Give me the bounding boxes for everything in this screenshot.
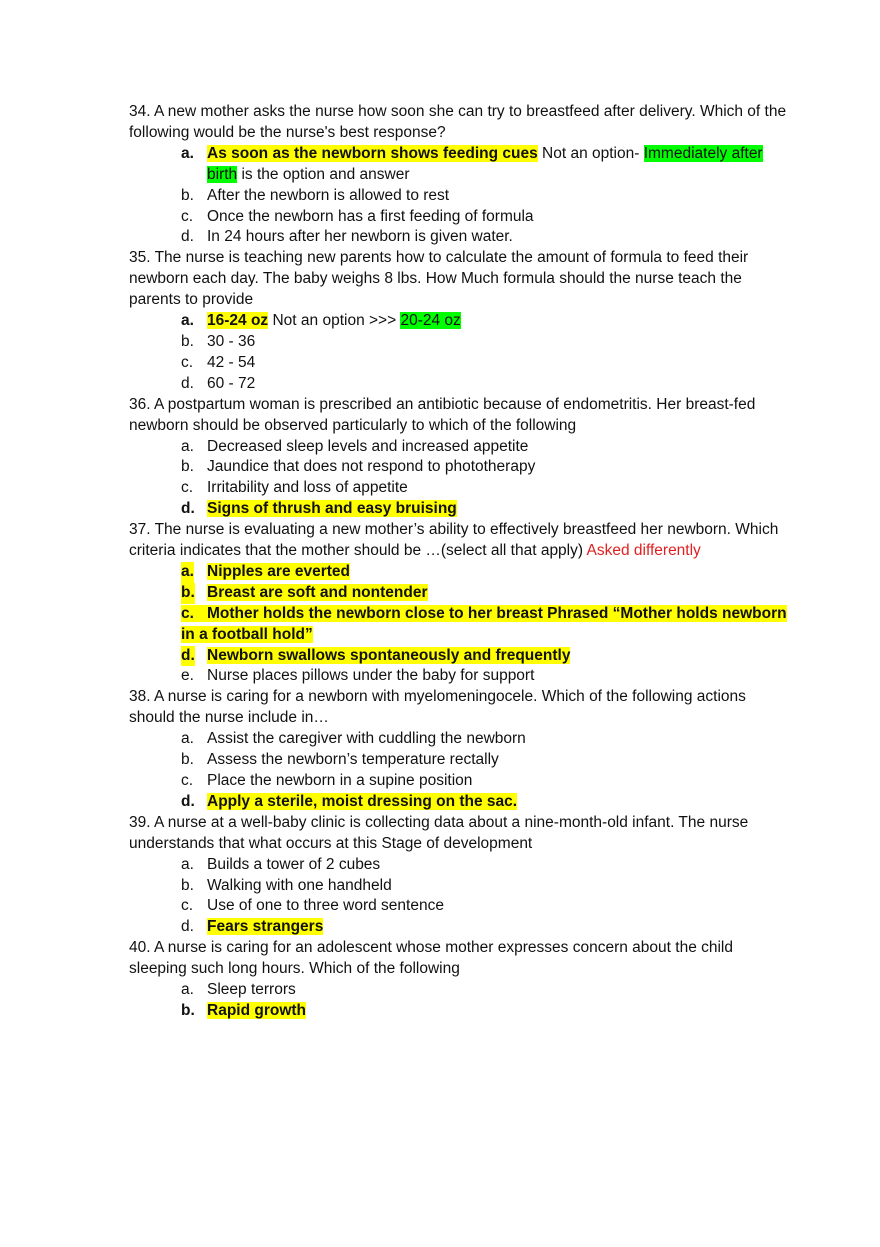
q38-answer-d: Apply a sterile, moist dressing on the sac. <box>207 792 518 810</box>
q37-option-e <box>129 666 789 687</box>
q35-letter-b: b. <box>181 332 194 350</box>
q37-letter-e: e. <box>181 667 194 685</box>
q39-text-a: Builds a tower of 2 cubes <box>207 855 381 873</box>
q35-letter-a: a. <box>181 312 194 330</box>
q34-answer-a: As soon as the newborn shows feeding cues <box>207 144 538 162</box>
q35-option-a <box>129 311 789 332</box>
q37-answer-a: Nipples are everted <box>207 562 351 580</box>
q37-red-note: Asked differently <box>586 542 701 560</box>
q36-option-b <box>129 457 789 478</box>
q38-letter-a: a. <box>181 730 194 748</box>
q36-text-a: Decreased sleep levels and increased appetite <box>207 437 529 455</box>
question-36: 36. A postpartum woman is prescribed an antibiotic because of endometritis. Her breast-fed newborn should be observed particularly to which of the following <box>129 395 756 434</box>
q35-text-c: 42 - 54 <box>207 353 256 371</box>
q40-answer-b: Rapid growth <box>207 1001 307 1019</box>
q36-text-b: Jaundice that does not respond to phototherapy <box>207 458 536 476</box>
q37-letter-c: c. <box>181 604 194 622</box>
q39-option-b <box>129 876 789 897</box>
q34-letter-c: c. <box>181 207 194 225</box>
q36-letter-d: d. <box>181 500 195 518</box>
q35-correct-answer: 20-24 oz <box>400 312 461 330</box>
q39-letter-a: a. <box>181 855 194 873</box>
q39-letter-b: b. <box>181 876 194 894</box>
question-37 <box>129 520 789 562</box>
q36-text-c: Irritability and loss of appetite <box>207 479 408 497</box>
q35-answer-a: 16-24 oz <box>207 312 269 330</box>
q40-letter-a: a. <box>181 981 194 999</box>
q37-option-b <box>129 583 789 604</box>
q40-text-a: Sleep terrors <box>207 981 296 999</box>
document-page <box>129 102 789 1022</box>
q36-option-c <box>129 478 789 499</box>
q35-letter-d: d. <box>181 374 194 392</box>
q39-text-c: Use of one to three word sentence <box>207 897 444 915</box>
q36-option-d <box>129 499 789 520</box>
q35-option-b <box>129 332 789 353</box>
q38-letter-d: d. <box>181 792 195 810</box>
q35-note: Not an option >>> <box>268 312 401 330</box>
q36-answer-d: Signs of thrush and easy bruising <box>207 500 457 518</box>
q39-answer-d: Fears strangers <box>207 918 324 936</box>
q38-text-c: Place the newborn in a supine position <box>207 772 473 789</box>
q40-option-b <box>129 1001 789 1022</box>
q36-letter-b: b. <box>181 458 194 476</box>
q38-letter-c: c. <box>181 772 194 789</box>
q34-correct-answer: Immediately after birth <box>207 144 763 183</box>
q39-option-d <box>129 917 789 938</box>
q37-option-d <box>129 646 789 667</box>
q34-note-end: is the option and answer <box>237 165 410 183</box>
q40-option-a <box>129 980 789 1001</box>
q37-text-e: Nurse places pillows under the baby for support <box>207 667 535 685</box>
q34-text-d: In 24 hours after her newborn is given water. <box>207 228 513 246</box>
q34-option-b <box>129 186 789 207</box>
q34-option-d <box>129 227 789 248</box>
question-35: 35. The nurse is teaching new parents how to calculate the amount of formula to feed their newborn each day. The baby weighs 8 lbs. How Much formula should the nurse teach the parents to provide <box>129 249 749 309</box>
q37-stem: 37. The nurse is evaluating a new mother’s ability to effectively breastfeed her newborn. Which criteria indicates that the mother should be …(select all that apply) <box>129 521 779 560</box>
q35-text-b: 30 - 36 <box>207 332 256 350</box>
q38-text-a: Assist the caregiver with cuddling the newborn <box>207 730 526 748</box>
q37-answer-b: Breast are soft and nontender <box>207 583 428 601</box>
q34-option-a <box>129 144 789 186</box>
q37-letter-b: b. <box>181 583 195 604</box>
q39-option-c <box>129 896 789 917</box>
q34-option-c <box>129 207 789 228</box>
q39-option-a <box>129 855 789 876</box>
q35-option-c <box>129 353 789 374</box>
q38-option-c <box>129 771 789 792</box>
q35-letter-c: c. <box>181 353 194 371</box>
q36-letter-c: c. <box>181 479 194 497</box>
q34-text-b: After the newborn is allowed to rest <box>207 186 450 204</box>
q37-letter-d: d. <box>181 646 195 667</box>
q39-letter-d: d. <box>181 918 194 936</box>
question-38: 38. A nurse is caring for a newborn with myelomeningocele. Which of the following actions should the nurse include in… <box>129 688 746 727</box>
q38-text-b: Assess the newborn’s temperature rectally <box>207 751 499 769</box>
q37-letter-a: a. <box>181 562 194 583</box>
q39-text-b: Walking with one handheld <box>207 876 392 894</box>
q34-letter-a: a. <box>181 144 194 162</box>
q37-answer-c: Mother holds the newborn close to her breast Phrased “Mother holds newborn in a football hold” <box>181 604 787 643</box>
q35-option-d <box>129 374 789 395</box>
q34-letter-b: b. <box>181 186 194 204</box>
q38-option-d <box>129 792 789 813</box>
q36-letter-a: a. <box>181 437 194 455</box>
q38-option-b <box>129 750 789 771</box>
q37-option-c <box>129 604 789 646</box>
q34-letter-d: d. <box>181 228 194 246</box>
q39-letter-c: c. <box>181 897 194 915</box>
q40-letter-b: b. <box>181 1001 195 1019</box>
q34-note: Not an option- <box>537 144 644 162</box>
q38-letter-b: b. <box>181 751 194 769</box>
q38-option-a <box>129 729 789 750</box>
q34-text-c: Once the newborn has a first feeding of formula <box>207 207 534 225</box>
q37-option-a <box>129 562 789 583</box>
question-34: 34. A new mother asks the nurse how soon she can try to breastfeed after delivery. Which of the following would be the nurse's best response? <box>129 103 787 141</box>
q37-answer-d: Newborn swallows spontaneously and frequently <box>207 646 571 664</box>
q35-text-d: 60 - 72 <box>207 374 256 392</box>
q36-option-a <box>129 437 789 458</box>
question-40: 40. A nurse is caring for an adolescent whose mother expresses concern about the child sleeping such long hours. Which of the following <box>129 939 733 978</box>
question-39: 39. A nurse at a well-baby clinic is collecting data about a nine-month-old infant. The nurse understands that what occurs at this Stage of development <box>129 813 749 852</box>
